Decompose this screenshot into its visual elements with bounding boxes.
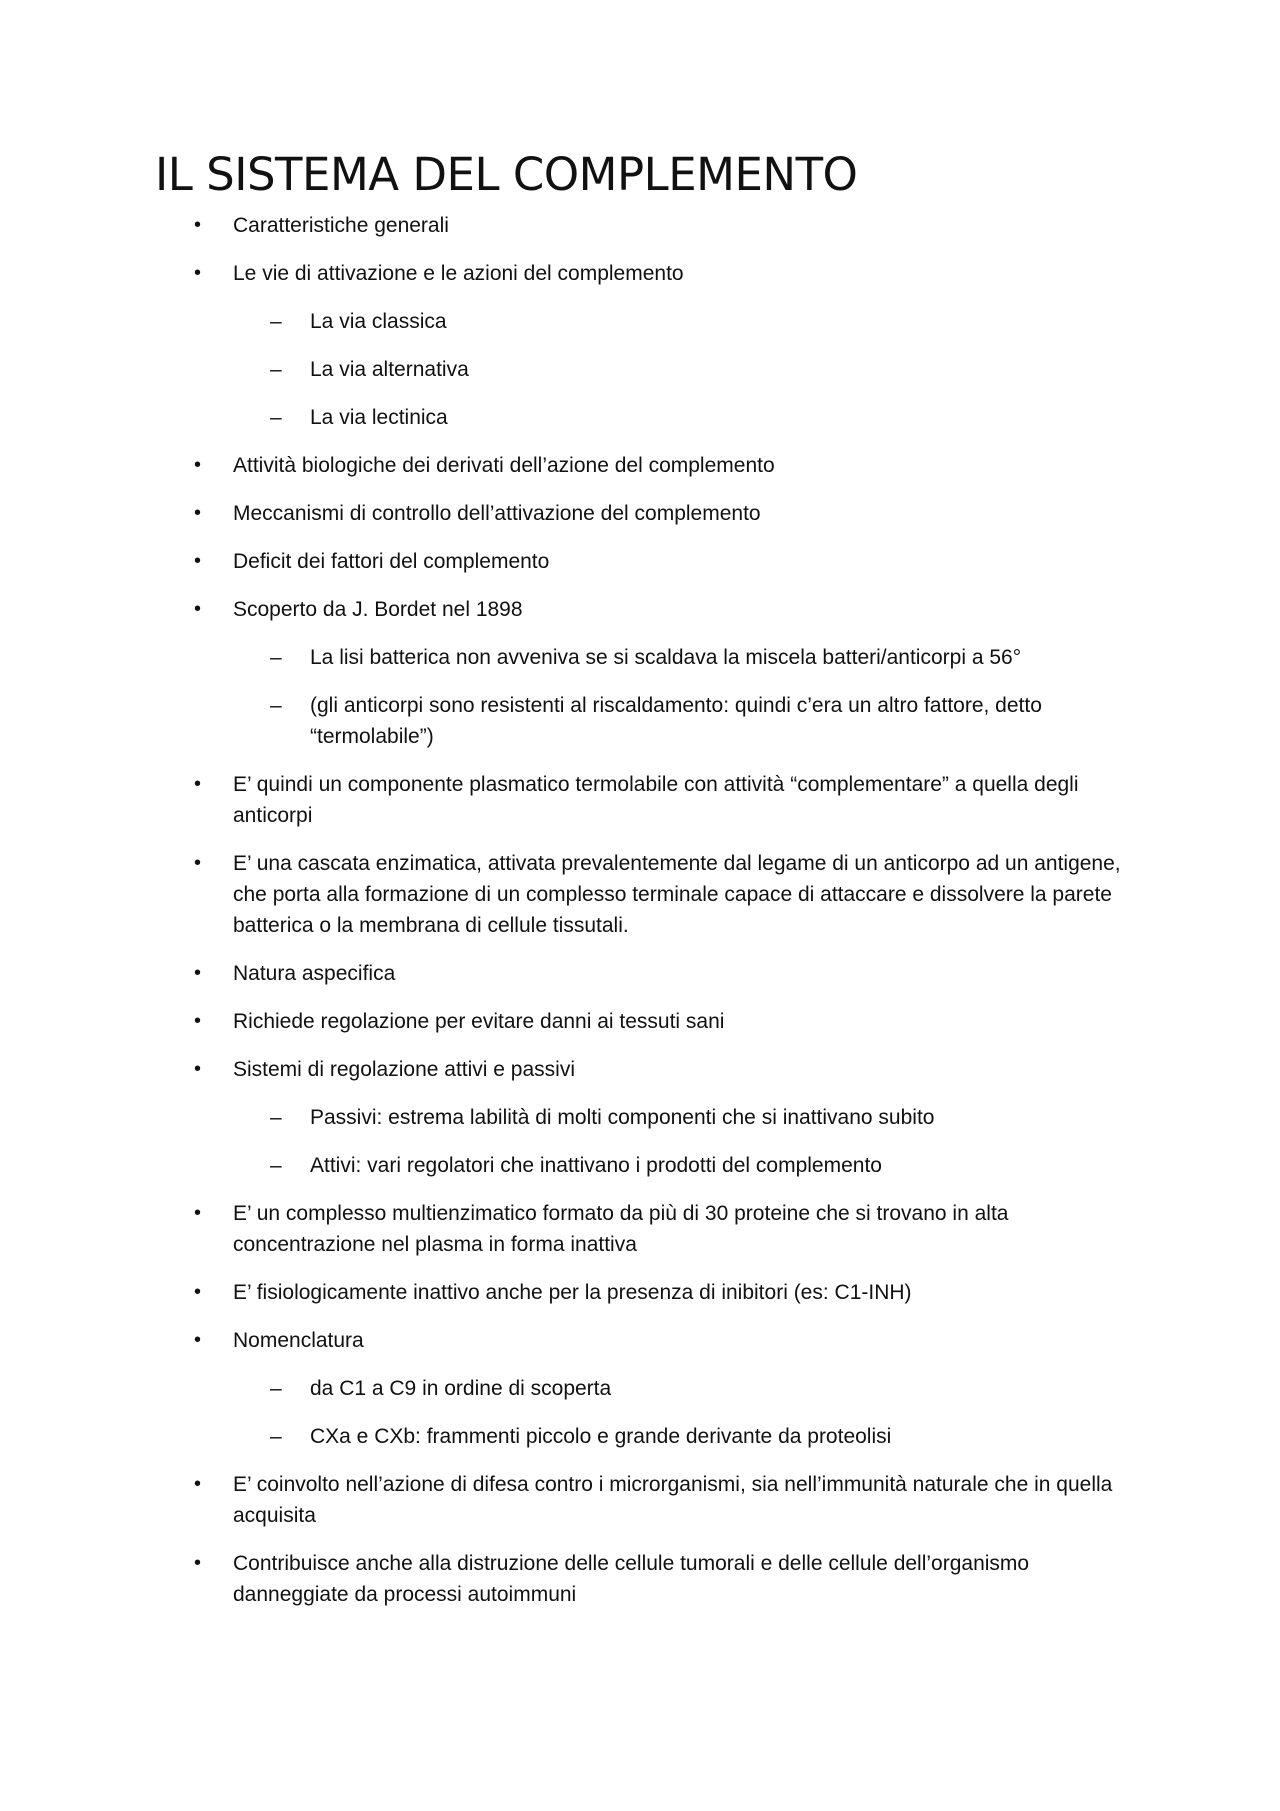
- bullet-icon: •: [194, 1281, 202, 1303]
- sub-list-item: [0, 1373, 1092, 1404]
- list-item-text: E’ un complesso multienzimatico formato da più di 30 proteine che si trovano in alta concentrazione nel plasma in forma inattiva: [233, 1202, 1015, 1256]
- list-item-text: Contribuisce anche alla distruzione delle cellule tumorali e delle cellule dell’organismo danneggiate da processi autoimmuni: [233, 1552, 1035, 1606]
- sub-list-item: [0, 1102, 1092, 1133]
- bullet-icon: •: [194, 852, 202, 874]
- list-item: [0, 1054, 1133, 1085]
- list-item: [0, 769, 1133, 831]
- list-item: [0, 450, 1133, 481]
- dash-icon: –: [270, 646, 282, 669]
- list-item-text: Sistemi di regolazione attivi e passivi: [233, 1058, 575, 1081]
- sub-list-item: [0, 354, 1092, 385]
- list-item: [0, 1198, 1133, 1260]
- list-item-text: E’ quindi un componente plasmatico termolabile con attività “complementare” a quella degli anticorpi: [233, 773, 1085, 827]
- sub-list-item-text: Attivi: vari regolatori che inattivano i prodotti del complemento: [310, 1154, 882, 1177]
- list-item-text: Caratteristiche generali: [233, 214, 449, 237]
- bullet-icon: •: [194, 262, 202, 284]
- dash-icon: –: [270, 1377, 282, 1400]
- list-item: [0, 1006, 1133, 1037]
- bullet-icon: •: [194, 962, 202, 984]
- list-item: [0, 1548, 1133, 1610]
- list-item: [0, 258, 1133, 289]
- sub-list-item: [0, 1150, 1092, 1181]
- sub-list-item-text: La via classica: [310, 310, 447, 333]
- bullet-icon: •: [194, 598, 202, 620]
- bullet-icon: •: [194, 1329, 202, 1351]
- list-item-text: Deficit dei fattori del complemento: [233, 550, 550, 573]
- outline-list: [0, 210, 1280, 1627]
- list-item-text: Meccanismi di controllo dell’attivazione del complemento: [233, 502, 761, 525]
- sub-list-item-text: La via alternativa: [310, 358, 469, 381]
- sub-list-item: [0, 690, 1092, 752]
- bullet-icon: •: [194, 1473, 202, 1495]
- list-item: [0, 958, 1133, 989]
- list-item: [0, 546, 1133, 577]
- dash-icon: –: [270, 310, 282, 333]
- list-item: [0, 210, 1133, 241]
- bullet-icon: •: [194, 454, 202, 476]
- dash-icon: –: [270, 694, 282, 717]
- sub-list-item: [0, 642, 1092, 673]
- list-item: [0, 594, 1133, 625]
- dash-icon: –: [270, 1154, 282, 1177]
- bullet-icon: •: [194, 1202, 202, 1224]
- bullet-icon: •: [194, 773, 202, 795]
- list-item-text: Nomenclatura: [233, 1329, 364, 1352]
- dash-icon: –: [270, 406, 282, 429]
- list-item-text: Richiede regolazione per evitare danni ai tessuti sani: [233, 1010, 725, 1033]
- bullet-icon: •: [194, 1058, 202, 1080]
- sub-list-item-text: (gli anticorpi sono resistenti al riscaldamento: quindi c’era un altro fattore, detto “termolabile”): [310, 694, 1048, 748]
- sub-list-item: [0, 1421, 1092, 1452]
- bullet-icon: •: [194, 502, 202, 524]
- dash-icon: –: [270, 358, 282, 381]
- list-item-text: E’ fisiologicamente inattivo anche per la presenza di inibitori (es: C1-INH): [233, 1281, 912, 1304]
- list-item: [0, 1469, 1133, 1531]
- list-item: [0, 498, 1133, 529]
- bullet-icon: •: [194, 214, 202, 236]
- list-item: [0, 1277, 1133, 1308]
- sub-list-item-text: La via lectinica: [310, 406, 448, 429]
- sub-list-item-text: Passivi: estrema labilità di molti componenti che si inattivano subito: [310, 1106, 935, 1129]
- dash-icon: –: [270, 1425, 282, 1448]
- list-item: [0, 1325, 1133, 1356]
- list-item: [0, 848, 1133, 941]
- sub-list-item: [0, 306, 1092, 337]
- list-item-text: E’ coinvolto nell’azione di difesa contro i microrganismi, sia nell’immunità naturale che in quella acquisita: [233, 1473, 1119, 1527]
- sub-list-item-text: da C1 a C9 in ordine di scoperta: [310, 1377, 612, 1400]
- list-item-text: Scoperto da J. Bordet nel 1898: [233, 598, 523, 621]
- sub-list-item-text: La lisi batterica non avveniva se si scaldava la miscela batteri/anticorpi a 56°: [310, 646, 1022, 669]
- sub-list-item: [0, 402, 1092, 433]
- bullet-icon: •: [194, 1552, 202, 1574]
- list-item-text: Attività biologiche dei derivati dell’azione del complemento: [233, 454, 775, 477]
- sub-list-item-text: CXa e CXb: frammenti piccolo e grande derivante da proteolisi: [310, 1425, 892, 1448]
- page-title: IL SISTEMA DEL COMPLEMENTO: [155, 148, 858, 201]
- list-item-text: Natura aspecifica: [233, 962, 396, 985]
- bullet-icon: •: [194, 550, 202, 572]
- list-item-text: Le vie di attivazione e le azioni del complemento: [233, 262, 684, 285]
- dash-icon: –: [270, 1106, 282, 1129]
- list-item-text: E’ una cascata enzimatica, attivata prevalentemente dal legame di un anticorpo ad un antigene, che porta alla formazione di un complesso terminale capace di attaccare e dissolvere la parete batterica o la membrana di cellule tissutali.: [233, 852, 1127, 937]
- bullet-icon: •: [194, 1010, 202, 1032]
